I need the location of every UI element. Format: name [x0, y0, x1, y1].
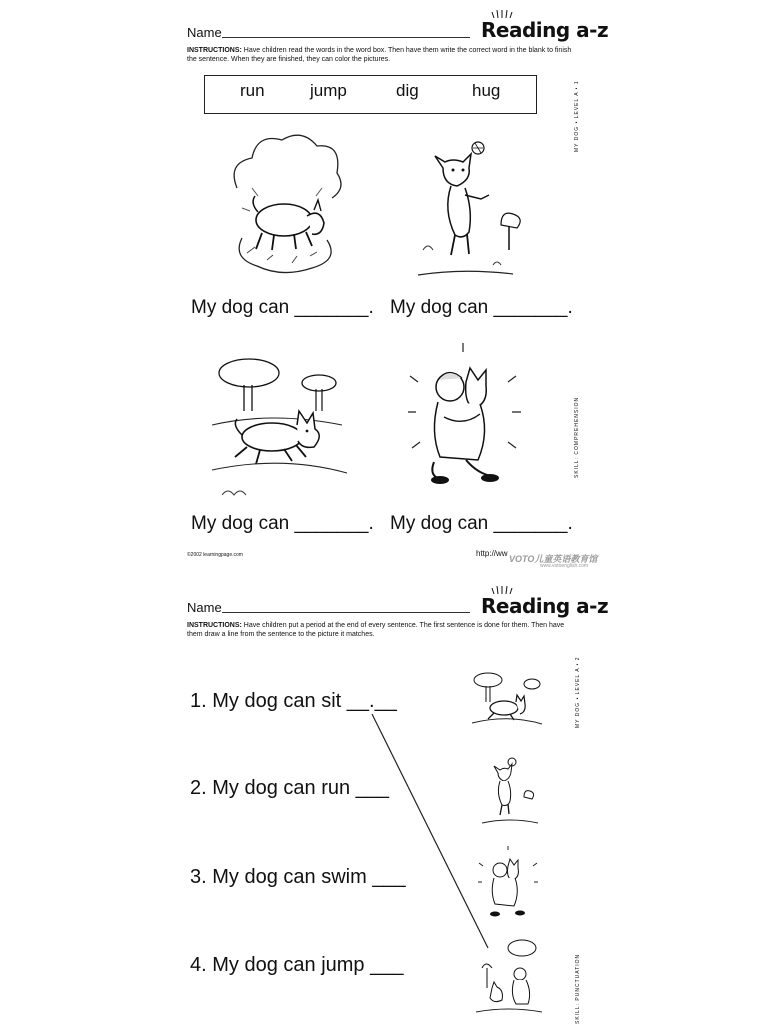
side-label-level-2: MY DOG • LEVEL A • 2 — [575, 656, 581, 728]
name-line[interactable] — [222, 37, 470, 38]
small-dog-jumping-picture[interactable] — [480, 757, 540, 829]
copyright-text: ©2002 learningpage.com — [187, 552, 243, 558]
word-dig: dig — [396, 81, 419, 100]
instructions-heading: INSTRUCTIONS: — [187, 47, 242, 54]
word-hug: hug — [472, 81, 501, 100]
period-blank[interactable]: ___ — [370, 954, 404, 976]
url-text[interactable]: http://ww — [476, 549, 508, 558]
name-line-2[interactable] — [222, 612, 470, 613]
instructions-2 — [187, 621, 575, 639]
instructions-heading-2: INSTRUCTIONS: — [187, 622, 242, 629]
numbered-sentence-1 — [190, 690, 397, 713]
name-label: Name — [187, 25, 222, 40]
dog-digging-picture — [222, 128, 347, 278]
word-jump: jump — [310, 81, 347, 100]
reading-az-logo-2: Reading a-z — [481, 594, 609, 618]
instructions — [187, 46, 575, 64]
sentence-1: My dog can _______. — [191, 297, 374, 318]
sentence-3: My dog can _______. — [191, 513, 374, 534]
word-run: run — [240, 81, 265, 100]
period-blank[interactable]: ___ — [372, 866, 406, 888]
numbered-sentence-4 — [190, 954, 403, 977]
boy-hugging-dog-picture — [408, 342, 523, 492]
small-boy-hugging-dog-picture[interactable] — [478, 846, 538, 920]
side-label-skill-2: SKILL: PUNCTUATION — [575, 953, 581, 1024]
word-box — [204, 75, 537, 114]
watermark-url: www.votoenglish.com — [540, 563, 589, 569]
logo-sunburst-icon-2 — [492, 586, 512, 594]
sentence-number: 1. — [190, 690, 207, 712]
sentence-4: My dog can _______. — [390, 513, 573, 534]
small-dog-running-picture[interactable] — [470, 668, 545, 736]
dog-jumping-picture — [413, 140, 523, 290]
period-blank[interactable]: __.__ — [346, 690, 397, 712]
watermark-text: VOTO儿童英语教育馆 — [509, 554, 598, 564]
matching-line — [370, 712, 490, 952]
small-dog-sitting-picture[interactable] — [474, 938, 544, 1018]
numbered-sentence-2 — [190, 777, 389, 800]
instructions-text-2: Have children put a period at the end of every sentence. The first sentence is done for them. Then have them draw a line from the sentence to the picture it matches. — [187, 622, 565, 638]
instructions-text: Have children read the words in the word box. Then have them write the correct word in the blank to finish the sentence. When they are finished, they can color the pictures. — [187, 47, 572, 63]
sentence-text: My dog can jump — [212, 954, 365, 976]
sentence-2: My dog can _______. — [390, 297, 573, 318]
logo-sunburst-icon — [492, 10, 512, 18]
name-label-2: Name — [187, 600, 222, 615]
sentence-text: My dog can sit — [212, 690, 342, 712]
side-label-skill: SKILL: COMPREHENSION — [574, 396, 580, 478]
sentence-number: 2. — [190, 777, 207, 799]
sentence-text: My dog can run — [212, 777, 351, 799]
sentence-number: 3. — [190, 866, 207, 888]
period-blank[interactable]: ___ — [355, 777, 390, 799]
dog-running-picture — [212, 355, 347, 500]
sentence-number: 4. — [190, 954, 207, 976]
side-label-level: MY DOG • LEVEL A • 1 — [574, 80, 580, 152]
sentence-text: My dog can swim — [212, 866, 367, 888]
reading-az-logo: Reading a-z — [481, 18, 609, 42]
